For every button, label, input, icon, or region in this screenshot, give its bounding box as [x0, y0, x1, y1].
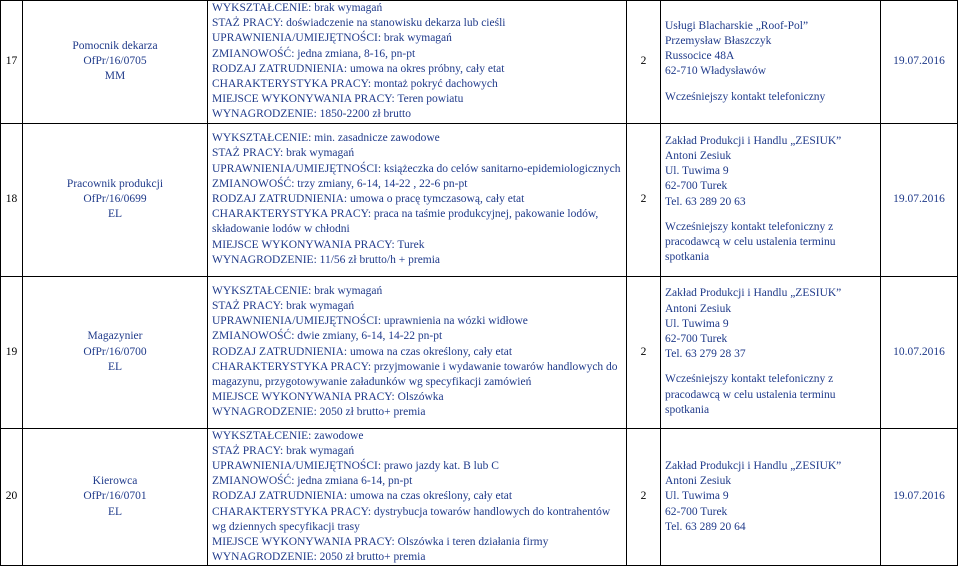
- employer-cell: [661, 428, 881, 566]
- requirement-label: ZMIANOWOŚĆ:: [212, 475, 295, 488]
- employer-line: Przemysław Błaszczyk: [665, 35, 772, 47]
- requirement-label: WYNAGRODZENIE:: [212, 551, 317, 564]
- employer-line: 62-700 Turek: [665, 332, 728, 345]
- requirement-label: RODZAJ ZATRUDNIENIA:: [212, 62, 348, 75]
- requirement-field: [212, 459, 622, 474]
- requirement-field: [212, 360, 622, 390]
- employer-line: Tel. 63 289 20 63: [665, 195, 746, 208]
- employer-line: Antoni Zesiuk: [665, 150, 732, 163]
- requirement-value: uprawnienia na wózki widłowe: [381, 315, 528, 328]
- requirement-label: CHARAKTERYSTYKA PRACY:: [212, 505, 372, 518]
- requirement-label: MIEJSCE WYKONYWANIA PRACY:: [212, 391, 395, 404]
- requirement-label: RODZAJ ZATRUDNIENIA:: [212, 193, 348, 206]
- counselor-initials: EL: [107, 360, 123, 373]
- requirement-field: [212, 238, 622, 253]
- requirement-value: 1850-2200 zł brutto: [316, 108, 411, 121]
- vacancy-count: [627, 123, 661, 276]
- requirement-label: CHARAKTERYSTYKA PRACY:: [212, 78, 372, 91]
- requirement-field: [212, 1, 622, 16]
- requirements-cell: [208, 276, 627, 428]
- employer-line: 62-710 Władysławów: [665, 65, 767, 78]
- offer-code: OfPr/16/0701: [83, 490, 147, 503]
- requirement-value: zawodowe: [311, 429, 364, 442]
- contact-note: Wcześniejszy kontakt telefoniczny: [665, 90, 826, 103]
- employer-cell: [661, 123, 881, 276]
- spacer: [665, 362, 876, 372]
- position-title: Pomocnik dekarza: [72, 40, 158, 52]
- offer-code: OfPr/16/0699: [83, 193, 147, 206]
- requirement-label: WYKSZTAŁCENIE:: [212, 284, 312, 297]
- employer-line: 62-700 Turek: [665, 180, 728, 193]
- requirement-field: [212, 444, 622, 459]
- requirement-field: [212, 535, 622, 550]
- requirement-field: [212, 345, 622, 360]
- counselor-initials: EL: [107, 208, 123, 221]
- requirement-label: WYNAGRODZENIE:: [212, 406, 317, 419]
- offer-date: [881, 276, 958, 428]
- requirement-label: STAŻ PRACY:: [212, 444, 284, 457]
- requirement-value: brak wymagań: [283, 299, 355, 312]
- position-cell: [23, 1, 208, 124]
- requirement-value: umowa na okres próbny, cały etat: [347, 62, 505, 75]
- requirement-value: brak wymagań: [381, 32, 452, 45]
- counselor-initials: EL: [107, 505, 123, 518]
- requirement-field: [212, 16, 622, 31]
- requirements-cell: [208, 428, 627, 566]
- requirement-value: dwie zmiany, 6-14, 14-22 pn-pt: [294, 330, 443, 343]
- requirement-label: WYKSZTAŁCENIE:: [212, 2, 312, 14]
- position-cell: [23, 276, 208, 428]
- offer-date-text: 19.07.2016: [893, 490, 945, 503]
- requirement-label: UPRAWNIENIA/UMIEJĘTNOŚCI:: [212, 32, 382, 45]
- table-row: [1, 428, 958, 566]
- position-title: Kierowca: [92, 475, 138, 488]
- position-cell: [23, 428, 208, 566]
- employer-cell: [661, 1, 881, 124]
- contact-note: spotkania: [665, 251, 710, 264]
- requirement-field: [212, 131, 622, 146]
- employer-line: Zakład Produkcji i Handlu „ZESIUK”: [665, 134, 842, 147]
- vacancy-count: [627, 428, 661, 566]
- requirement-value: umowa o pracę tymczasową, cały etat: [347, 193, 525, 206]
- vacancy-count: [627, 1, 661, 124]
- contact-note: spotkania: [665, 403, 710, 416]
- requirement-label: ZMIANOWOŚĆ:: [212, 177, 295, 190]
- offer-date-text: 19.07.2016: [893, 193, 945, 206]
- requirement-label: WYKSZTAŁCENIE:: [212, 132, 312, 145]
- requirement-label: WYKSZTAŁCENIE:: [212, 429, 312, 442]
- requirement-field: [212, 47, 622, 62]
- requirement-field: [212, 207, 622, 237]
- requirement-value: brak wymagań: [283, 147, 355, 160]
- offer-date: [881, 428, 958, 566]
- requirement-field: [212, 62, 622, 77]
- employer-line: Ul. Tuwima 9: [665, 317, 729, 330]
- requirement-value: przyjmowanie i wydawanie towarów handlowych do magazynu, przygotowywanie załadunków wg specyfikacji zamówień: [212, 360, 618, 388]
- employer-line: Zakład Produkcji i Handlu „ZESIUK”: [665, 460, 842, 473]
- requirement-value: 2050 zł brutto+ premia: [316, 551, 426, 564]
- employer-line: Antoni Zesiuk: [665, 475, 732, 488]
- employer-line: Ul. Tuwima 9: [665, 165, 729, 178]
- vacancy-count-text: 2: [640, 193, 647, 206]
- offer-date-text: 19.07.2016: [893, 55, 945, 68]
- position-title: Magazynier: [87, 330, 143, 343]
- vacancy-count-text: 2: [640, 55, 647, 68]
- position-title: Pracownik produkcji: [66, 177, 164, 190]
- requirement-field: [212, 299, 622, 314]
- requirement-label: STAŻ PRACY:: [212, 299, 284, 312]
- employer-line: Tel. 63 279 28 37: [665, 348, 746, 361]
- requirement-value: brak wymagań: [311, 284, 383, 297]
- requirement-label: WYNAGRODZENIE:: [212, 108, 317, 121]
- offer-date: [881, 123, 958, 276]
- requirement-value: prawo jazdy kat. B lub C: [381, 460, 499, 473]
- requirement-value: Turek: [394, 238, 425, 251]
- row-number: [1, 276, 23, 428]
- contact-note: Wcześniejszy kontakt telefoniczny z: [665, 373, 834, 386]
- contact-note: pracodawcą w celu ustalenia terminu: [665, 236, 836, 249]
- requirement-field: [212, 284, 622, 299]
- requirement-label: UPRAWNIENIA/UMIEJĘTNOŚCI:: [212, 315, 382, 328]
- employer-line: Russocice 48A: [665, 50, 735, 63]
- counselor-initials: MM: [104, 70, 126, 83]
- vacancy-count-text: 2: [640, 490, 647, 503]
- table-body: [1, 1, 958, 566]
- requirement-value: brak wymagań: [283, 444, 355, 457]
- requirement-value: doświadczenie na stanowisku dekarza lub cieśli: [283, 17, 506, 30]
- offer-date-text: 10.07.2016: [893, 345, 945, 358]
- requirement-field: [212, 192, 622, 207]
- requirement-label: STAŻ PRACY:: [212, 17, 284, 30]
- spacer: [665, 210, 876, 220]
- row-number: [1, 428, 23, 566]
- employer-line: Tel. 63 289 20 64: [665, 520, 746, 533]
- requirement-value: Olszówka i teren działania firmy: [394, 536, 549, 549]
- table-row: [1, 1, 958, 124]
- requirement-label: CHARAKTERYSTYKA PRACY:: [212, 360, 372, 373]
- requirements-cell: [208, 1, 627, 124]
- position-cell: [23, 123, 208, 276]
- requirement-field: [212, 550, 622, 565]
- table-row: [1, 276, 958, 428]
- requirement-field: [212, 390, 622, 405]
- requirement-field: [212, 505, 622, 535]
- employer-line: Ul. Tuwima 9: [665, 490, 729, 503]
- requirement-field: [212, 77, 622, 92]
- requirement-label: MIEJSCE WYKONYWANIA PRACY:: [212, 93, 395, 106]
- requirements-cell: [208, 123, 627, 276]
- requirement-label: UPRAWNIENIA/UMIEJĘTNOŚCI:: [212, 460, 382, 473]
- requirement-label: ZMIANOWOŚĆ:: [212, 330, 295, 343]
- requirement-value: dystrybucja towarów handlowych do kontrahentów wg dziennych specyfikacji trasy: [212, 505, 611, 533]
- requirement-field: [212, 429, 622, 444]
- requirement-field: [212, 314, 622, 329]
- requirement-field: [212, 146, 622, 161]
- row-number: [1, 1, 23, 124]
- requirement-label: MIEJSCE WYKONYWANIA PRACY:: [212, 238, 395, 251]
- employer-cell: [661, 276, 881, 428]
- row-number: [1, 123, 23, 276]
- requirement-label: CHARAKTERYSTYKA PRACY:: [212, 208, 372, 221]
- vacancy-count: [627, 276, 661, 428]
- requirement-label: UPRAWNIENIA/UMIEJĘTNOŚCI:: [212, 162, 382, 175]
- requirement-value: praca na taśmie produkcyjnej, pakowanie lodów, składowanie lodów w chłodni: [212, 208, 599, 236]
- requirement-value: jedna zmiana, 8-16, pn-pt: [294, 47, 416, 60]
- requirement-value: 2050 zł brutto+ premia: [316, 406, 426, 419]
- spacer: [665, 80, 876, 90]
- contact-note: pracodawcą w celu ustalenia terminu: [665, 388, 836, 401]
- offer-code: OfPr/16/0700: [83, 345, 147, 358]
- requirement-label: RODZAJ ZATRUDNIENIA:: [212, 490, 348, 503]
- requirement-field: [212, 107, 622, 122]
- requirement-value: brak wymagań: [311, 2, 383, 14]
- employer-line: Usługi Blacharskie „Roof-Pol”: [665, 19, 809, 32]
- employer-line: Zakład Produkcji i Handlu „ZESIUK”: [665, 287, 842, 300]
- vacancy-count-text: 2: [640, 345, 647, 358]
- requirement-field: [212, 405, 622, 420]
- requirement-field: [212, 474, 622, 489]
- requirement-field: [212, 253, 622, 268]
- requirement-field: [212, 162, 622, 177]
- requirement-label: ZMIANOWOŚĆ:: [212, 47, 295, 60]
- requirement-value: 11/56 zł brutto/h + premia: [316, 253, 441, 266]
- requirement-field: [212, 31, 622, 46]
- requirement-value: jedna zmiana 6-14, pn-pt: [294, 475, 413, 488]
- requirement-value: Olszówka: [394, 391, 444, 404]
- row-number-text: 17: [5, 55, 18, 68]
- employer-line: 62-700 Turek: [665, 505, 728, 518]
- requirement-value: trzy zmiany, 6-14, 14-22 , 22-6 pn-pt: [294, 177, 468, 190]
- requirement-value: umowa na czas określony, cały etat: [347, 345, 513, 358]
- requirement-field: [212, 329, 622, 344]
- requirement-label: MIEJSCE WYKONYWANIA PRACY:: [212, 536, 395, 549]
- requirement-value: montaż pokryć dachowych: [371, 78, 498, 91]
- requirement-label: RODZAJ ZATRUDNIENIA:: [212, 345, 348, 358]
- row-number-text: 20: [5, 490, 18, 503]
- requirement-field: [212, 489, 622, 504]
- requirement-value: min. zasadnicze zawodowe: [311, 132, 440, 145]
- employer-line: Antoni Zesiuk: [665, 302, 732, 315]
- row-number-text: 19: [5, 345, 18, 358]
- requirement-value: umowa na czas określony, cały etat: [347, 490, 513, 503]
- contact-note: Wcześniejszy kontakt telefoniczny z: [665, 220, 834, 233]
- offer-date: [881, 1, 958, 124]
- row-number-text: 18: [5, 193, 18, 206]
- table-row: [1, 123, 958, 276]
- requirement-value: książeczka do celów sanitarno-epidemiologicznych: [381, 162, 621, 175]
- requirement-label: STAŻ PRACY:: [212, 147, 284, 160]
- requirement-field: [212, 92, 622, 107]
- requirement-field: [212, 177, 622, 192]
- offer-code: OfPr/16/0705: [83, 55, 147, 68]
- requirement-label: WYNAGRODZENIE:: [212, 253, 317, 266]
- requirement-value: Teren powiatu: [394, 93, 464, 106]
